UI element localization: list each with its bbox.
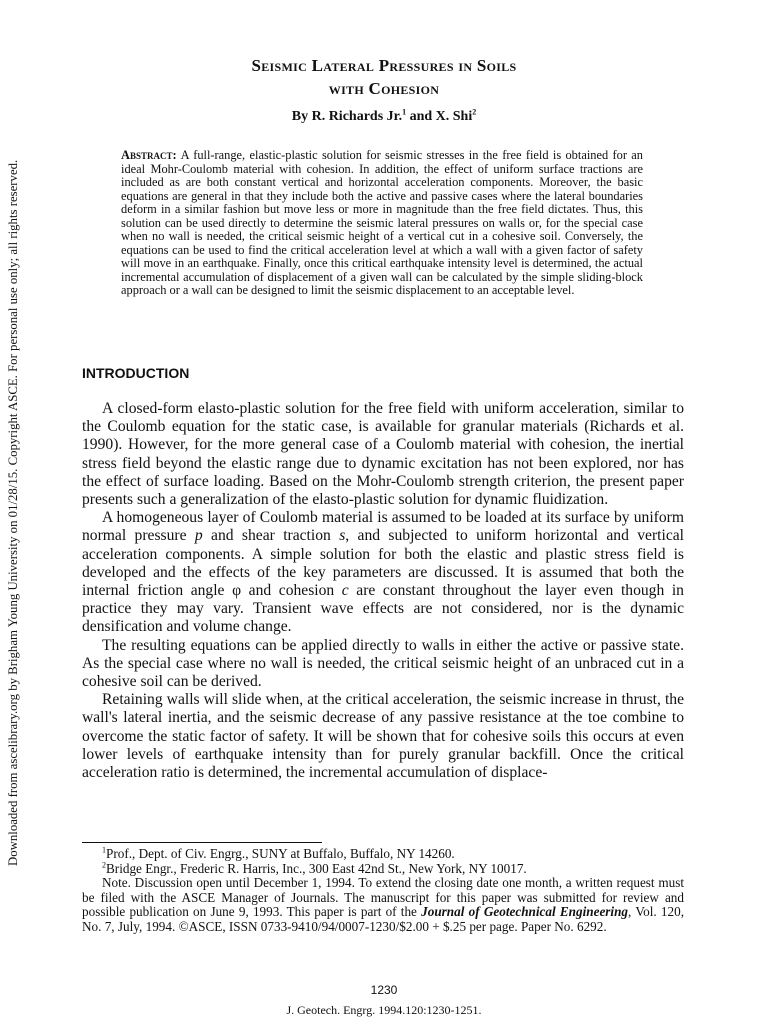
journal-citation: J. Geotech. Engrg. 1994.120:1230-1251. — [286, 1003, 482, 1017]
footnote-1-mark: 1 — [102, 845, 106, 855]
download-watermark: Downloaded from ascelibrary.org by Brigham Young University on 01/28/15. Copyright ASCE. For personal use only; all rights reserved. — [6, 159, 20, 867]
abstract-text: A full-range, elastic-plastic solution for seismic stresses in the free field is obtained for an ideal Mohr-Coulomb material with cohesion. In addition, the effect of uniform surface tractions are included as are both constant vertical and horizontal acceleration components. Moreover, the basic equations are general in that they include both the active and passive cases where the lateral boundaries deform in a similar fashion but move less or more in magnitude than the free field dictates. Thus, this solution can be used directly to determine the seismic lateral pressures on walls or, for the special case when no wall is needed, the critical seismic height of a vertical cut in a cohesive soil. Conversely, the equations can be used to find the critical acceleration level at which a wall with a given factor of safety will move in an earthquake. Finally, once this critical earthquake intensity level is determined, the actual incremental accumulation of displacement of a given wall can be calculated by the simple sliding-block approach or a wall can be designed to limit the seismic displacement to an acceptable level. — [121, 148, 643, 297]
paragraph-4: Retaining walls will slide when, at the critical acceleration, the seismic increase in thrust, the wall's lateral inertia, and the seismic decrease of any passive resistance at the toe combine to overcome the static factor of safety. It will be shown that for cohesive soils this occurs at even lower levels of earthquake intensity than for purely granular backfill. Once the critical acceleration ratio is determined, the incremental accumulation of displace- — [82, 691, 684, 782]
footnotes — [82, 847, 684, 934]
introduction-body — [82, 400, 684, 782]
variable-c: c — [341, 582, 349, 600]
paragraph-2-text: and shear traction — [202, 527, 340, 545]
footnote-rule — [82, 842, 322, 843]
note-text: , Vol. 120, No. 7, July, 1994. ©ASCE, ISSN 0733-9410/94/0007-1230/$2.00 + $.25 per page. Paper No. 6292. — [82, 904, 685, 934]
abstract-label: Abstract: — [121, 148, 177, 162]
page-number: 1230 — [370, 983, 398, 997]
variable-phi: φ — [232, 582, 242, 600]
title-line-2: with Cohesion — [328, 79, 440, 98]
footnote-2 — [82, 862, 684, 877]
title-line-1: Seismic Lateral Pressures in Soils — [251, 56, 517, 75]
paragraph-2-text: are constant throughout the layer even though in practice they may vary. Transient wave effects are not considered, nor is the dynamic densification and volume change. — [82, 582, 684, 636]
variable-p: p — [194, 527, 203, 545]
variable-s: s — [339, 527, 346, 545]
author-2-footnote-mark: 2 — [472, 107, 477, 117]
paragraph-2-text: and cohesion — [241, 582, 342, 600]
footnote-2-text: Bridge Engr., Frederic R. Harris, Inc., 300 East 42nd St., New York, NY 10017. — [106, 860, 527, 876]
journal-name: Journal of Geotechnical Engineering — [421, 904, 629, 919]
author-1-footnote-mark: 1 — [402, 107, 407, 117]
footnote-2-mark: 2 — [102, 860, 106, 870]
discussion-note — [82, 876, 684, 934]
abstract — [121, 149, 643, 298]
section-heading-introduction: INTRODUCTION — [82, 365, 190, 381]
author-2: and X. Shi — [406, 109, 473, 124]
paragraph-2-text: A homogeneous layer of Coulomb material is assumed to be loaded at its surface by uniform normal pressure — [82, 509, 684, 545]
paragraph-1: A closed-form elasto-plastic solution for the free field with uniform acceleration, similar to the Coulomb equation for the static case, is available for granular materials (Richards et al. 1990). However, for the more general case of a Coulomb material with cohesion, the inertial stress field beyond the elastic range due to dynamic excitation has not been explored, nor has the effect of surface loading. Based on the Mohr-Coulomb strength criterion, the present paper presents such a generalization of the elasto-plastic solution for dynamic fluidization. — [82, 400, 684, 509]
paragraph-2 — [82, 509, 684, 636]
paragraph-2-text: , and subjected to uniform horizontal and vertical acceleration components. A simple solution for both the elastic and plastic stress field is developed and the effects of the key parameters are discussed. It is assumed that both the internal friction angle — [82, 527, 684, 600]
paragraph-3: The resulting equations can be applied directly to walls in either the active or passive state. As the special case where no wall is needed, the critical seismic height of an unbraced cut in a cohesive soil can be derived. — [82, 636, 684, 691]
author-1: By R. Richards Jr. — [291, 109, 403, 124]
note-text: Note. Discussion open until December 1, 1994. To extend the closing date one month, a written request must be filed with the ASCE Manager of Journals. The manuscript for this paper was submitted for review and possible publication on June 9, 1993. This paper is part of the — [82, 875, 684, 919]
footnote-1 — [82, 847, 684, 862]
footnote-1-text: Prof., Dept. of Civ. Engrg., SUNY at Buffalo, Buffalo, NY 14260. — [106, 846, 455, 861]
paper-title — [80, 54, 688, 100]
author-line — [80, 108, 688, 126]
